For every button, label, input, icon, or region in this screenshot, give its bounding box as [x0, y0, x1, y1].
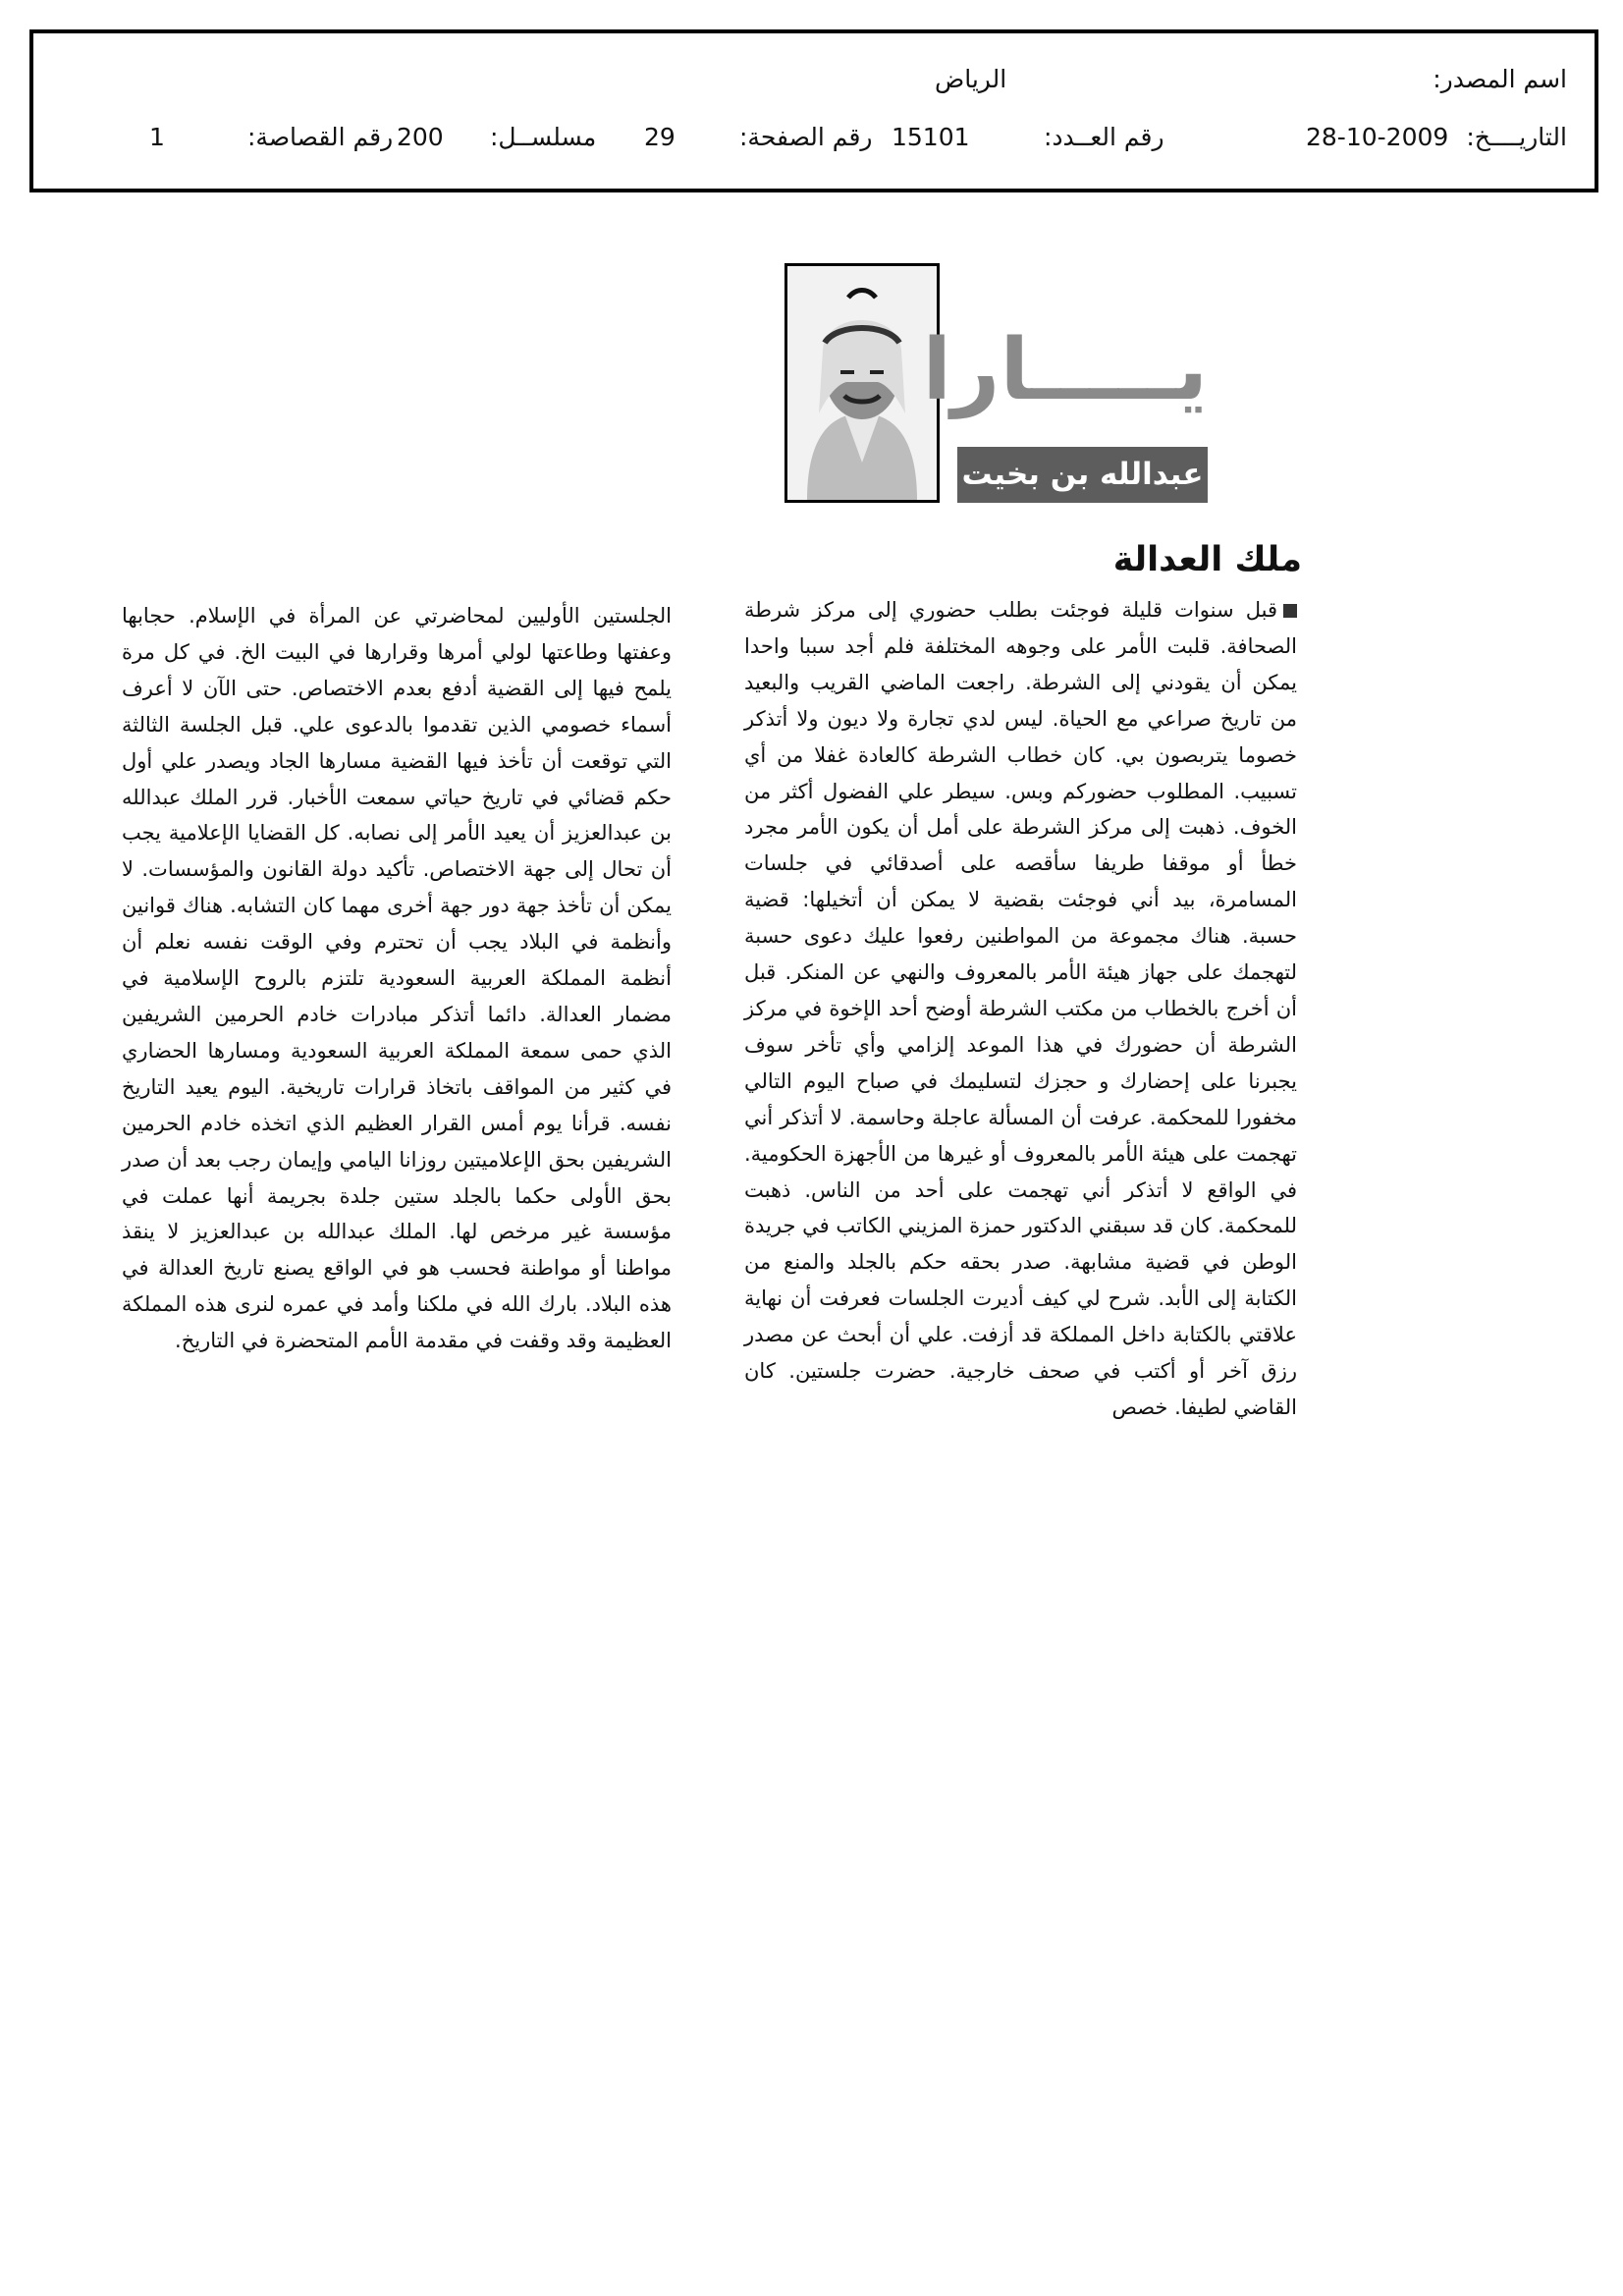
page-label: رقم الصفحة:	[739, 123, 873, 151]
square-bullet-icon	[1283, 604, 1297, 618]
source-label: اسم المصدر:	[1433, 65, 1567, 93]
article-title: ملك العدالة	[1112, 540, 1302, 579]
article-text-part-2: الجلستين الأوليين لمحاضرتي عن المرأة في الإسلام. حجابها وعفتها وطاعتها لولي أمرها وقرارها في البيت الخ. في كل مرة يلمح فيها إلى القضية أدفع بعدم الاختصاص. حتى الآن لا أعرف أسماء خصومي الذين تقدموا بالدعوى علي. قبل الجلسة الثالثة التي توقعت أن تأخذ فيها القضية مسارها الجاد ويصدر علي أول حكم قضائي في تاريخ حياتي سمعت الأخبار. قرر الملك عبدالله بن عبدالعزيز أن يعيد الأمر إلى نصابه. كل القضايا الإعلامية يجب أن تحال إلى جهة الاختصاص. تأكيد دولة القانون والمؤسسات. لا يمكن أن تأخذ جهة دور جهة أخرى مهما كان التشابه. هناك قوانين وأنظمة في البلاد يجب أن تحترم وفي الوقت نفسه نعلم أن أنظمة المملكة العربية السعودية تلتزم بالروح الإسلامية في مضمار العدالة. دائما أتذكر مبادرات خادم الحرمين الشريفين الذي حمى سمعة المملكة العربية السعودية ومسارها الحضاري في كثير من المواقف باتخاذ قرارات تاريخية. اليوم يعيد التاريخ نفسه. قرأنا يوم أمس القرار العظيم الذي اتخذه خادم الحرمين الشريفين بحق الإعلاميتين روزانا اليامي وإيمان رجب بعد أن صدر بحق الأولى حكما بالجلد ستين جلدة بجريمة أنها عملت في مؤسسة غير مرخص لها. الملك عبدالله بن عبدالعزيز لا ينقذ مواطنا أو مواطنة فحسب هو في الواقع يصنع تاريخ العدالة في هذه البلاد. بارك الله في ملكنا وأمد في عمره لنرى هذه المملكة العظيمة وقد وقفت في مقدمة الأمم المتحضرة في التاريخ.	[122, 604, 672, 1353]
author-portrait-illustration	[787, 266, 937, 500]
article-column-right	[744, 592, 1297, 1426]
date-value: 28-10-2009	[1306, 123, 1449, 151]
page-value: 29	[644, 123, 676, 151]
issue-label: رقم العــدد:	[1044, 123, 1164, 151]
date-label: التاريــــخ:	[1466, 123, 1567, 151]
issue-value: 15101	[892, 123, 970, 151]
author-byline: عبدالله بن بخيت	[957, 447, 1208, 503]
serial-value: 200	[397, 123, 444, 151]
author-photo	[784, 263, 940, 503]
column-name: يـــــارا	[922, 321, 1208, 419]
serial-label: مسلســل:	[490, 123, 597, 151]
clipping-value: 1	[149, 123, 165, 151]
clipping-label: رقم القصاصة:	[247, 123, 394, 151]
article-text-part-1: قبل سنوات قليلة فوجئت بطلب حضوري إلى مركز شرطة الصحافة. قلبت الأمر على وجوهه المختلفة فلم أجد سببا واحدا يمكن أن يقودني إلى الشرطة. راجعت الماضي القريب والبعيد من تاريخ صراعي مع الحياة. ليس لدي تجارة ولا ديون ولا أتذكر خصوما يتربصون بي. كان خطاب الشرطة كالعادة غفلا من أي تسبيب. المطلوب حضوركم وبس. سيطر علي الفضول أكثر من الخوف. ذهبت إلى مركز الشرطة على أمل أن يكون الأمر مجرد خطأ أو موقفا طريفا سأقصه على أصدقائي في جلسات المسامرة، بيد أني فوجئت بقضية لا يمكن أن أتخيلها: قضية حسبة. هناك مجموعة من المواطنين رفعوا عليك دعوى حسبة لتهجمك على جهاز هيئة الأمر بالمعروف والنهي عن المنكر. قبل أن أخرج بالخطاب من مكتب الشرطة أوضح أحد الإخوة في مركز الشرطة أن حضورك في هذا الموعد إلزامي وأي تأخر سوف يجبرنا على إحضارك و حجزك لتسليمك في صباح اليوم التالي مخفورا للمحكمة. عرفت أن المسألة عاجلة وحاسمة. لا أتذكر أني تهجمت على هيئة الأمر بالمعروف أو غيرها من الأجهزة الحكومية. في الواقع لا أتذكر أني تهجمت على أحد من الناس. ذهبت للمحكمة. كان قد سبقني الدكتور حمزة المزيني الكاتب في جريدة الوطن في قضية مشابهة. صدر بحقه حكم بالجلد والمنع من الكتابة إلى الأبد. شرح لي كيف أديرت الجلسات فعرفت أن نهاية علاقتي بالكتابة داخل المملكة قد أزفت. علي أن أبحث عن مصدر رزق آخر أو أكتب في صحف خارجية. حضرت جلستين. كان القاضي لطيفا. خصص	[744, 598, 1297, 1419]
article-column-left	[122, 598, 672, 1359]
source-value: الرياض	[935, 65, 1007, 93]
clipping-header	[29, 29, 1598, 192]
